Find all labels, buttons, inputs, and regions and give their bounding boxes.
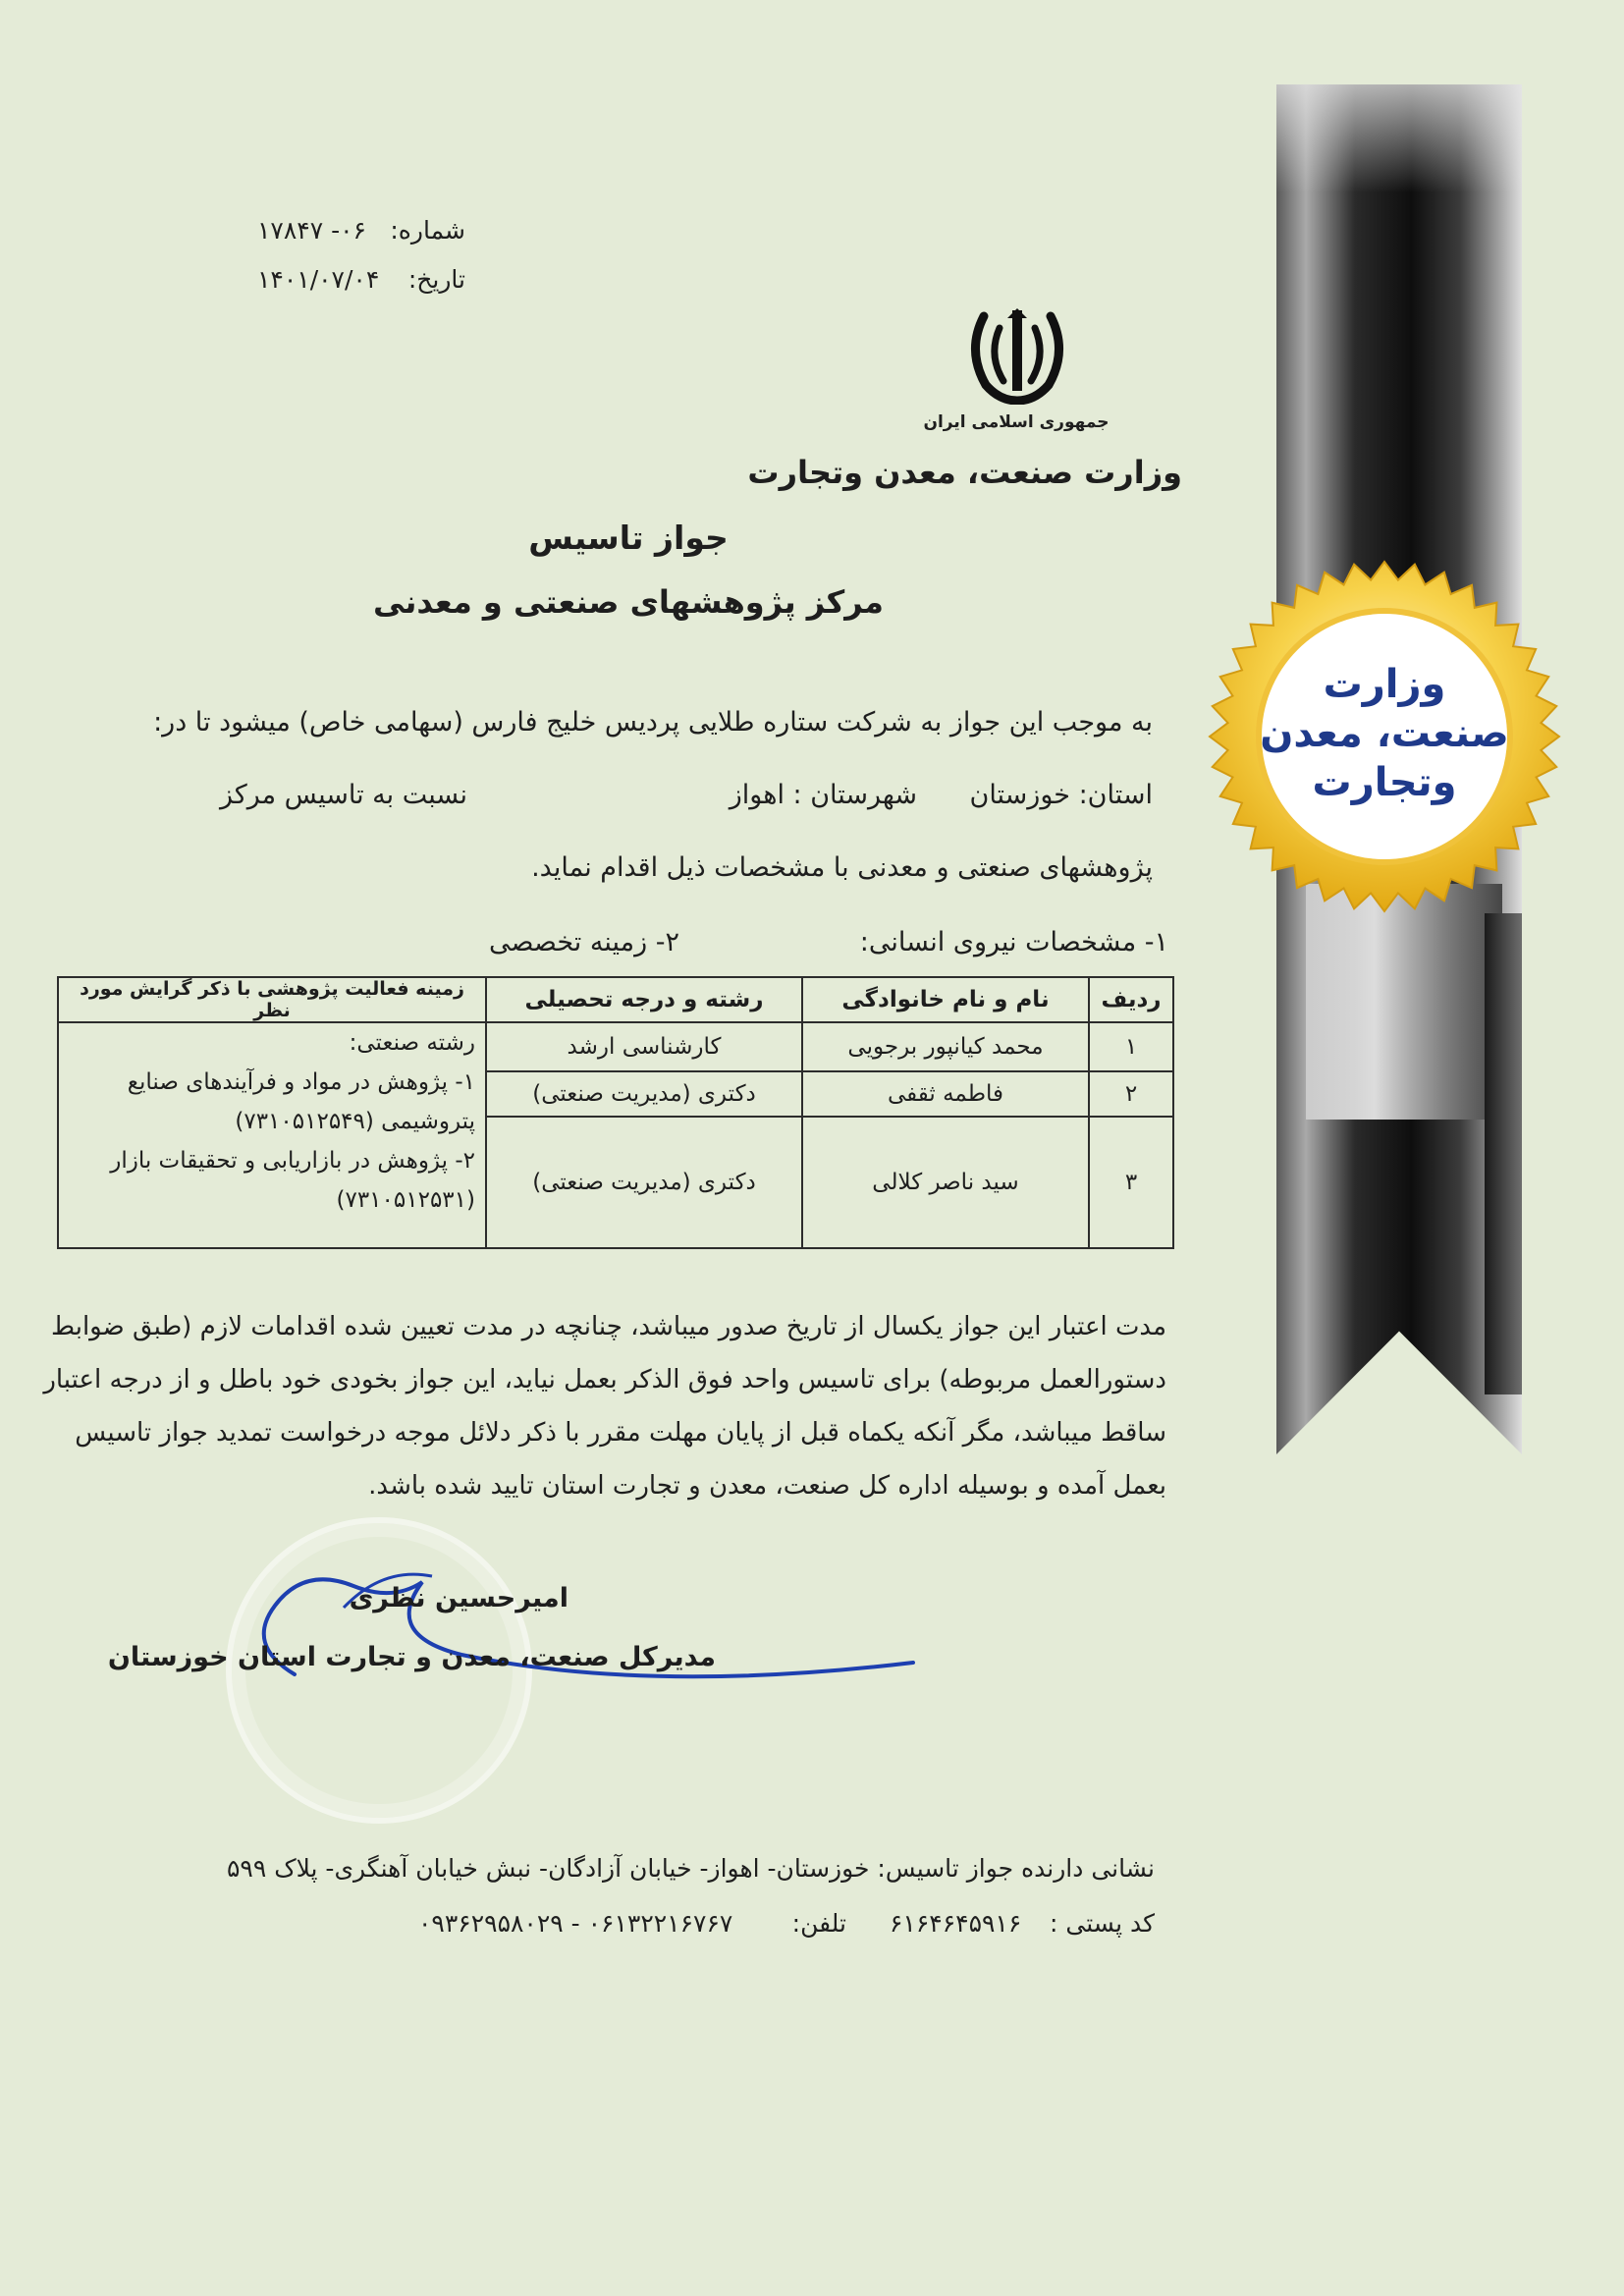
staff-degree: دکتری (مدیریت صنعتی) xyxy=(486,1117,802,1248)
postal-label: کد پستی : xyxy=(1050,1909,1155,1938)
document-title: جواز تاسیس xyxy=(528,519,729,557)
field-line: رشته صنعتی: xyxy=(349,1030,475,1056)
table-row xyxy=(58,1022,1173,1071)
section-2-label: ۲- زمینه تخصصی xyxy=(489,927,679,957)
date-label: تاریخ: xyxy=(407,265,465,294)
seal-badge-icon xyxy=(1198,550,1571,923)
seal-line-3: وتجارت xyxy=(1312,760,1457,805)
staff-name: محمد کیانپور برجویی xyxy=(802,1022,1089,1071)
header-row-number: ردیف xyxy=(1089,977,1173,1022)
seal-line-2: صنعت، معدن xyxy=(1260,711,1509,756)
staff-degree: کارشناسی ارشد xyxy=(486,1022,802,1071)
validity-line-2: دستورالعمل مربوطه) برای تاسیس واحد فوق الذکر بعمل نیاید، این جواز بخودی خود باطل و از درجه اعتبار xyxy=(43,1365,1166,1394)
ribbon-tail xyxy=(1485,913,1522,1394)
staff-name: سید ناصر کلالی xyxy=(802,1117,1089,1248)
intro-text: به موجب این جواز به شرکت ستاره طلایی پردیس خلیج فارس (سهامی خاص) میشود تا در: xyxy=(153,707,1153,738)
row-number: ۱ xyxy=(1089,1022,1173,1071)
staff-degree: دکتری (مدیریت صنعتی) xyxy=(486,1071,802,1117)
number-label: شماره: xyxy=(390,216,465,245)
header-degree: رشته و درجه تحصیلی xyxy=(486,977,802,1022)
date-value: ۱۴۰۱/۰۷/۰۴ xyxy=(257,265,380,294)
phone-label: تلفن: xyxy=(791,1909,846,1938)
field-line: (۷۳۱۰۵۱۲۵۳۱) xyxy=(336,1187,475,1213)
signer-role: مدیرکل صنعت، معدن و تجارت استان خوزستان xyxy=(107,1642,716,1672)
phone-values: ۰۹۳۶۲۹۵۸۰۲۹ - ۰۶۱۳۲۲۱۶۷۶۷ xyxy=(418,1909,733,1938)
validity-line-4: بعمل آمده و بوسیله اداره کل صنعت، معدن و تجارت استان تایید شده باشد. xyxy=(368,1471,1166,1501)
table-header-row xyxy=(58,977,1173,1022)
staff-name: فاطمه ثقفی xyxy=(802,1071,1089,1117)
header-name: نام و نام خانوادگی xyxy=(802,977,1089,1022)
header-field: زمینه فعالیت پژوهشی با ذکر گرایش مورد نظر xyxy=(58,977,486,1022)
postal-value: ۶۱۶۴۶۴۵۹۱۶ xyxy=(890,1909,1022,1938)
iran-emblem-icon xyxy=(964,306,1070,405)
province-text: استان: خوزستان xyxy=(969,780,1153,810)
field-line: ۱- پژوهش در مواد و فرآیندهای صنایع xyxy=(127,1069,475,1095)
ribbon-highlight xyxy=(1276,84,1522,192)
regarding-text: نسبت به تاسیس مرکز xyxy=(219,780,467,810)
center-title: مرکز پژوهشهای صنعتی و معدنی xyxy=(373,583,884,621)
validity-line-3: ساقط میباشد، مگر آنکه یکماه قبل از پایان مهلت مقرر با ذکر دلائل موجه درخواست تمدید جواز تاسیس xyxy=(75,1418,1166,1448)
signer-name: امیرحسین نظری xyxy=(349,1583,568,1613)
seal-line-1: وزارت xyxy=(1323,662,1446,707)
number-value: ۱۷۸۴۷ -۰۶ xyxy=(257,216,366,245)
city-text: شهرستان : اهواز xyxy=(729,780,917,810)
continuation-text: پژوهشهای صنعتی و معدنی با مشخصات ذیل اقدام نماید. xyxy=(531,852,1153,883)
republic-title: جمهوری اسلامی ایران xyxy=(923,412,1110,432)
staff-table xyxy=(57,976,1174,1249)
section-1-label: ۱- مشخصات نیروی انسانی: xyxy=(859,927,1168,957)
field-line: ۲- پژوهش در بازاریابی و تحقیقات بازار xyxy=(110,1148,475,1174)
validity-line-1: مدت اعتبار این جواز یکسال از تاریخ صدور میباشد، چنانچه در مدت تعیین شده اقدامات لازم (طبق ضوابط xyxy=(51,1312,1166,1341)
research-field-cell xyxy=(58,1022,486,1248)
ministry-title: وزارت صنعت، معدن وتجارت xyxy=(747,454,1182,491)
row-number: ۳ xyxy=(1089,1117,1173,1248)
field-line: پتروشیمی (۷۳۱۰۵۱۲۵۴۹) xyxy=(235,1109,475,1134)
holder-address: نشانی دارنده جواز تاسیس: خوزستان- اهواز- خیابان آزادگان- نبش خیابان آهنگری- پلاک ۵۹۹ xyxy=(226,1854,1155,1883)
row-number: ۲ xyxy=(1089,1071,1173,1117)
